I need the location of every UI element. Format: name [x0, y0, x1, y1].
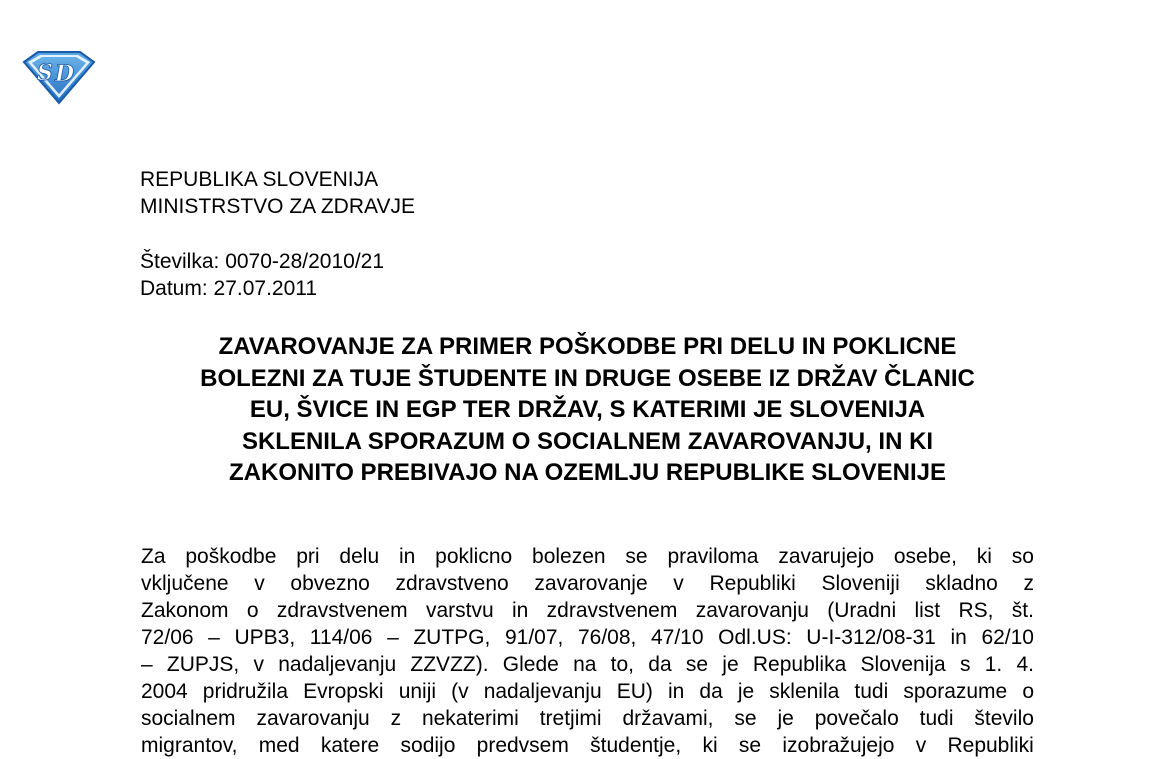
- body-word: tudi: [854, 680, 889, 703]
- body-word: v: [254, 572, 265, 595]
- body-word: poškodbe: [185, 545, 277, 568]
- body-word: pri: [296, 545, 320, 568]
- body-word: zavarovanju: [256, 707, 370, 730]
- body-word: se: [685, 653, 709, 676]
- svg-text:S: S: [37, 60, 53, 86]
- organization-header: [140, 166, 415, 220]
- body-word: zavarovanje: [534, 572, 648, 595]
- body-word: –: [141, 653, 153, 676]
- body-line: [141, 597, 1034, 624]
- body-word: se: [625, 545, 648, 568]
- document-number: Številka: 0070-28/2010/21: [140, 250, 385, 273]
- body-word: o: [246, 599, 259, 622]
- body-word: in: [950, 626, 967, 649]
- body-word: povečalo: [814, 707, 899, 730]
- body-word: (v: [451, 680, 469, 703]
- body-word: delu: [339, 545, 380, 568]
- body-word: tretjimi: [539, 707, 602, 730]
- body-word: nekaterimi: [421, 707, 519, 730]
- body-word: tudi: [919, 707, 954, 730]
- body-word: zavarujejo: [778, 545, 875, 568]
- body-line: [141, 678, 1034, 705]
- body-word: in: [511, 599, 529, 622]
- body-word: se: [738, 734, 762, 757]
- body-word: 2004: [141, 680, 188, 703]
- body-word: migrantov,: [141, 734, 238, 757]
- body-word: z: [1023, 572, 1034, 595]
- body-word: poklicno: [435, 545, 513, 568]
- title-line: ZAVAROVANJE ZA PRIMER POŠKODBE PRI DELU IN POKLICNE: [218, 333, 957, 360]
- body-word: 91/07,: [504, 626, 564, 649]
- body-word: ki: [976, 545, 992, 568]
- title-line: ZAKONITO PREBIVAJO NA OZEMLJU REPUBLIKE SLOVENIJE: [229, 459, 946, 486]
- body-word: 76/08,: [577, 626, 637, 649]
- body-word: na: [573, 653, 597, 676]
- body-word: o: [1022, 680, 1034, 703]
- body-word: (Uradni: [827, 599, 897, 622]
- body-word: praviloma: [667, 545, 759, 568]
- body-word: ki: [702, 734, 718, 757]
- body-word: obvezno: [290, 572, 370, 595]
- svg-text:D: D: [55, 61, 75, 87]
- body-word: nadaljevanju: [278, 653, 397, 676]
- body-word: uniji: [398, 680, 437, 703]
- body-word: je: [737, 680, 755, 703]
- body-word: pridružila: [202, 680, 288, 703]
- body-word: Zakonom: [141, 599, 229, 622]
- body-word: je: [722, 653, 739, 676]
- body-line: [141, 570, 1034, 597]
- body-word: 62/10: [981, 626, 1034, 649]
- body-word: in: [667, 680, 685, 703]
- body-word: to,: [610, 653, 635, 676]
- body-word: Evropski: [303, 680, 384, 703]
- body-line: [141, 543, 1034, 570]
- body-word: ZUPJS,: [166, 653, 240, 676]
- body-word: EU): [616, 680, 653, 703]
- title-line: BOLEZNI ZA TUJE ŠTUDENTE IN DRUGE OSEBE IZ DRŽAV ČLANIC: [200, 364, 975, 392]
- body-word: 1.: [984, 653, 1003, 676]
- body-word: Republiki: [709, 572, 796, 595]
- body-word: skladno: [925, 572, 998, 595]
- body-word: list: [914, 599, 941, 622]
- body-word: sporazume: [903, 680, 1008, 703]
- body-word: v: [673, 572, 684, 595]
- org-line-republic: REPUBLIKA SLOVENIJA: [140, 168, 379, 191]
- body-line: [141, 651, 1034, 678]
- body-word: Slovenija: [860, 653, 946, 676]
- body-line: [141, 624, 1034, 651]
- body-word: sodijo: [400, 734, 456, 757]
- body-word: študentje,: [590, 734, 682, 757]
- body-word: da: [648, 653, 672, 676]
- document-date: Datum: 27.07.2011: [140, 277, 318, 300]
- body-word: predvsem: [476, 734, 569, 757]
- body-line: [141, 732, 1034, 759]
- body-word: državami,: [622, 707, 714, 730]
- body-word: osebe,: [893, 545, 957, 568]
- document-title: [120, 331, 1055, 489]
- body-word: število: [974, 707, 1034, 730]
- body-word: med: [258, 734, 300, 757]
- body-word: –: [208, 626, 220, 649]
- body-paragraph: [141, 543, 1034, 759]
- body-word: da: [699, 680, 723, 703]
- body-word: v: [915, 734, 927, 757]
- body-word: katere: [320, 734, 380, 757]
- body-word: izobražujejo: [782, 734, 895, 757]
- body-line: [141, 705, 1034, 732]
- body-word: sklenila: [769, 680, 840, 703]
- body-word: se: [734, 707, 757, 730]
- body-word: zdravstveno: [395, 572, 509, 595]
- body-word: s: [959, 653, 971, 676]
- body-word: zdravstvenem: [276, 599, 408, 622]
- body-word: Za: [141, 545, 166, 568]
- body-word: z: [390, 707, 402, 730]
- body-word: ZZVZZ).: [410, 653, 489, 676]
- body-word: zavarovanju: [695, 599, 809, 622]
- document-meta: [140, 248, 384, 302]
- body-word: RS,: [958, 599, 994, 622]
- body-word: nadaljevanju: [483, 680, 602, 703]
- body-word: Sloveniji: [821, 572, 900, 595]
- body-word: zdravstvenem: [546, 599, 678, 622]
- body-word: bolezen: [532, 545, 606, 568]
- body-word: 4.: [1016, 653, 1034, 676]
- body-word: varstvu: [425, 599, 494, 622]
- body-word: Glede: [502, 653, 559, 676]
- body-word: U-I-312/08-31: [806, 626, 936, 649]
- body-word: 114/06: [309, 626, 373, 649]
- body-word: 47/10: [650, 626, 704, 649]
- body-word: so: [1011, 545, 1034, 568]
- body-word: je: [777, 707, 794, 730]
- body-word: ZUTPG,: [413, 626, 491, 649]
- body-word: socialnem: [141, 707, 236, 730]
- body-word: v: [253, 653, 264, 676]
- sd-logo-icon: [22, 50, 96, 105]
- org-line-ministry: MINISTRSTVO ZA ZDRAVJE: [140, 195, 415, 218]
- body-word: 72/06: [141, 626, 194, 649]
- body-word: Odl.US:: [718, 626, 792, 649]
- body-word: Republika: [752, 653, 847, 676]
- title-line: SKLENILA SPORAZUM O SOCIALNEM ZAVAROVANJU, IN KI: [241, 427, 934, 455]
- body-word: št.: [1011, 599, 1034, 622]
- body-word: vključene: [141, 572, 229, 595]
- title-line: EU, ŠVICE IN EGP TER DRŽAV, S KATERIMI JE SLOVENIJA: [249, 396, 926, 423]
- body-word: UPB3,: [234, 626, 296, 649]
- body-word: Republiki: [947, 734, 1034, 757]
- body-word: –: [387, 626, 399, 649]
- body-word: in: [398, 545, 416, 568]
